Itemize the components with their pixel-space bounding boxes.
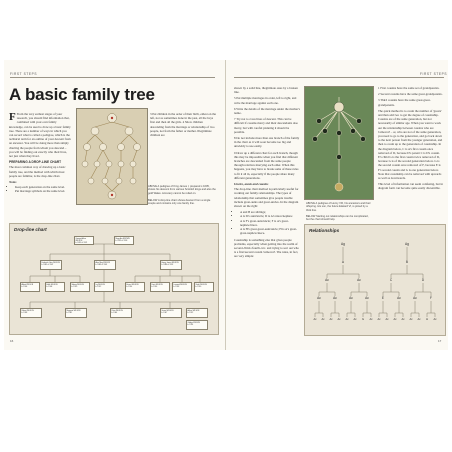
tree-connector [319,283,335,296]
relationship-node-label: Ac [393,318,397,321]
person-box: Doris WILSON b. 1916 [150,282,170,292]
person-box: Gladys WILSON b. 1924 [186,320,208,330]
relationship-item: • A is D's aunt/uncle; D is A's niece/nephew. [240,214,300,218]
relationships-chart [304,224,446,336]
tree-connector [383,283,399,296]
pedigree-manuscript-photo [76,108,148,205]
relationship-node-label: Ac [365,296,369,300]
person-box: Arthur WILSON b. 1922 [186,308,208,318]
drop-cap: F [9,111,16,123]
relationship-item: • A is H's great-great-aunt/uncle; H is A's great-great-nephew/niece. [240,227,300,235]
tree-connector [331,301,339,317]
person-box: George Arthur WILSON b. 1852 d. 1921 [74,236,94,245]
tree-connector [391,265,423,278]
notes-list [9,185,71,193]
rule-9: 8 Do not include more than one branch of the family in the chart as it will soon become too big and unwieldy to use easily. [234,136,300,149]
relationship-node-label: Ac [329,318,333,321]
relationship-node-label: Ac [409,318,413,321]
relationship-node-label: Ac [325,278,329,282]
relationship-node-label: Ag [405,242,409,246]
relationship-node-label: F [430,296,432,300]
right-head-rule [234,77,444,78]
relationships-diagram [305,225,445,335]
cousin-closing: This level of information can seem confusing, but in diagram form can become quite easily discernible. [378,182,443,191]
relationship-node-label: C [389,278,393,282]
person-box: Albert WILSON b. 1906 [20,282,40,292]
tree-connector [315,301,323,317]
cousin-method: The quick method is to count the number of 'greats' and then add two to get the degree of cousinship. Cousins are of the same generation, but not necessarily of similar age. When you want to work out the relationship between cousins who are 'removed' – or, who are not of the same generation, you need to go to the generation, and go back down to the next person from the younger generation, and then to count up to the generation of cousinship. In the diagram below, C is A's first cousin once removed of D, because D's parent C is D's cousin. E's child G is the first cousin twice removed of D, because G is of the second generation below. G is the second cousin once removed of F, because E is F's second cousin and G is one generation below. Note that cousinship can be removed with upwards as well as downwards. [378,108,443,181]
right-folio: 17 [438,339,442,343]
uncles-heading: Uncles, aunts and cousins [234,182,269,187]
photo-caption-2: BELOW A drop-line chart shows descent from a single couple and contains only one family line. [148,199,211,206]
photo-caption-1: ABOVE A pedigree of King James I, prepared c.1605, shows his descent from various Scottish kings and also the gold Wales. Accuracy cannot be relied on. [148,185,216,195]
tree-connector [347,301,355,317]
photo-caption-3: ABOVE A pedigree of Henry VIII, his ancestors and their offspring. His son, the future Edward VI, is joined by a thick line. [306,202,371,212]
tree-connector [351,283,367,296]
relationship-item: • A is F's great-aunt/uncle; F is A's great-nephew/niece. [240,219,300,227]
page-title: A basic family tree [9,85,155,104]
relationship-node-label: Ac [417,318,421,321]
person-box: Alice May WILSON b. 1883 d. 1961 [94,260,116,270]
relationship-node-label: Ac [353,318,357,321]
cousin-rule-1: 1 First cousins have the same set of grandparents. [378,86,440,90]
relationship-node-label: A [341,260,345,264]
uncles-paragraph: The drop-line chart method is particularly useful for working out family relationships. The types of relationship that sometimes give people trouble include great-aunts and great-uncles. In the diagram shown on the right: [234,187,299,209]
right-running-head: FIRST STEPS [420,72,448,76]
relationship-node-label: Ac [317,296,321,300]
person-box: Robert WILSON b. 1938 [20,308,42,318]
left-column-3 [150,112,216,139]
note-item: • Keep each generation on the same level. [15,185,71,189]
right-column-1 [234,86,300,261]
dropline-paragraph: The most common way of drawing up a basic family tree, and the method with which most people are familiar, is the drop-line chart. [9,165,66,178]
relationship-node-label: G [361,318,365,321]
relationship-node-label: H [426,318,428,321]
tree-connector [379,301,387,317]
person-box: Peter WILSON b. 1944 [110,308,132,318]
person-box: Frederick John WILSON b. 1881 d. 1947 [40,260,62,270]
relationship-node-label: Ac [321,318,325,321]
person-box: Leonard WILSON b. 1918 [172,282,192,292]
relationship-node-label: Ac [385,318,389,321]
cousin-rule-2: 2 Second cousins have the same great-grandparents. [378,92,443,97]
relationship-node-label: D [421,278,425,282]
rules-continued: 3 Put children in the order of their birth, eldest on the left, not as sometimes done in the past, all the boys first and then all the girls. 4 Show children descending from the marriage or relationship of two people, not from the father or mother. Illegitimate children are [150,112,216,138]
photo-caption-4: BELOW Starting out relationships can be complicated, but the chart should help. [306,215,369,222]
relationship-node-label: Ac [397,296,401,300]
relationship-item: • A and B are siblings; [240,210,300,214]
tudor-pedigree-photo [304,86,374,200]
dropline-chart [9,223,219,335]
rule-10: 9 Draw up a different chart for each branch, though this may be impossible when you find that different branches are descended from the same people through relatives marrying each other. When this happens, you may have to break some of these rules to fit it all in, especially if the people share many different generations. [234,150,299,180]
left-folio: 16 [10,339,14,343]
tree-connector [427,301,435,317]
relationship-node-label: Ac [401,318,405,321]
person-box: Margaret WILSON b. 1941 [65,308,87,318]
relationship-node-label: Ac [357,278,361,282]
relationship-node-label: Ac [433,318,437,321]
dropline-chart-title: Drop-line chart [14,227,47,232]
person-box: Edith WILSON b. 1908 [45,282,65,292]
tree-connector [395,301,403,317]
note-item: • Put marriage symbols on the same level. [15,189,71,193]
rule-6: 5 Put multiple marriages in order, left to right, and write the marriage against each one. [234,96,297,105]
subhead-dropline: PREPARING A DROP-LINE CHART [9,160,62,165]
tree-connector [415,283,431,296]
relationship-node-label: Ac [345,318,349,321]
manuscript-illustration [77,109,147,204]
gutter [225,60,226,350]
relationship-node-label: Ac [337,318,341,321]
relationship-node-label: B [405,260,409,264]
relationship-node-label: Ac [377,318,381,321]
relationship-node-label: Ac [369,318,373,321]
relationship-node-label: Ag [341,242,345,246]
cousin-rule-3: 3 Third cousins have the same great-great-grandparents. [378,98,431,107]
tree-connector [411,301,419,317]
person-box: Henry James WILSON b. 1886 d. 1952 [160,260,182,270]
person-box: Violet WILSON b. 1920 [194,282,214,292]
right-column-3 [378,86,444,193]
relationship-node-label: E [381,296,385,300]
person-box: Mary Ann BROWN b. 1855 d. 1930 [114,236,134,245]
rule-7: 6 Write the details of the marriage under the mother's name. [234,106,300,116]
relationship-node-label: Ac [349,296,353,300]
notes-heading: Notes [9,180,17,185]
left-running-head: FIRST STEPS [10,72,38,76]
relationship-node-label: Ac [333,296,337,300]
relationship-list [234,210,300,235]
rule-8: 7 Try not to cross lines of descent. This can be difficult if cousins marry and their descendants also marry, but with careful planning it should be possible. [234,117,298,134]
person-box: Ernest WILSON b. 1914 [125,282,145,292]
tree-connector [363,301,371,317]
intro-paragraph: F From the very earliest stages of your research, you should find information that, combined with your own family knowledge, can be used to draw up a basic family tree. There are a number of ways in which you can record what is called a pedigree, which is the technical term for an outline of your descent from an ancestor. You will be doing more than simply charting the people from whom you descend – you will be finding out exactly who their lives, not just when they lived. [9,111,71,159]
cousinship-paragraph: Cousinship is something else that gives people problems, especially when getting into the realm of second-/third-/fourth-/etc. and trying to sort out who is a first/second cousin 'removed'. The rules, in fact, are very simple: [234,237,299,259]
person-box: Ivy WILSON b. 1912 [94,282,114,292]
rule-5: shown by a solid line, illegitimate ones by a broken line. [234,86,298,95]
roundel-illustration [305,87,373,199]
left-column-1 [9,112,71,196]
relationships-chart-title: Relationships [309,228,340,233]
relationship-node-label: Ac [413,296,417,300]
left-head-rule [10,77,215,78]
person-box: Susan WILSON b. 1947 [160,308,182,318]
relationship-node-label: Ac [313,318,317,321]
person-box: Sidney WILSON b. 1910 [70,282,90,292]
tree-connector [327,265,359,278]
